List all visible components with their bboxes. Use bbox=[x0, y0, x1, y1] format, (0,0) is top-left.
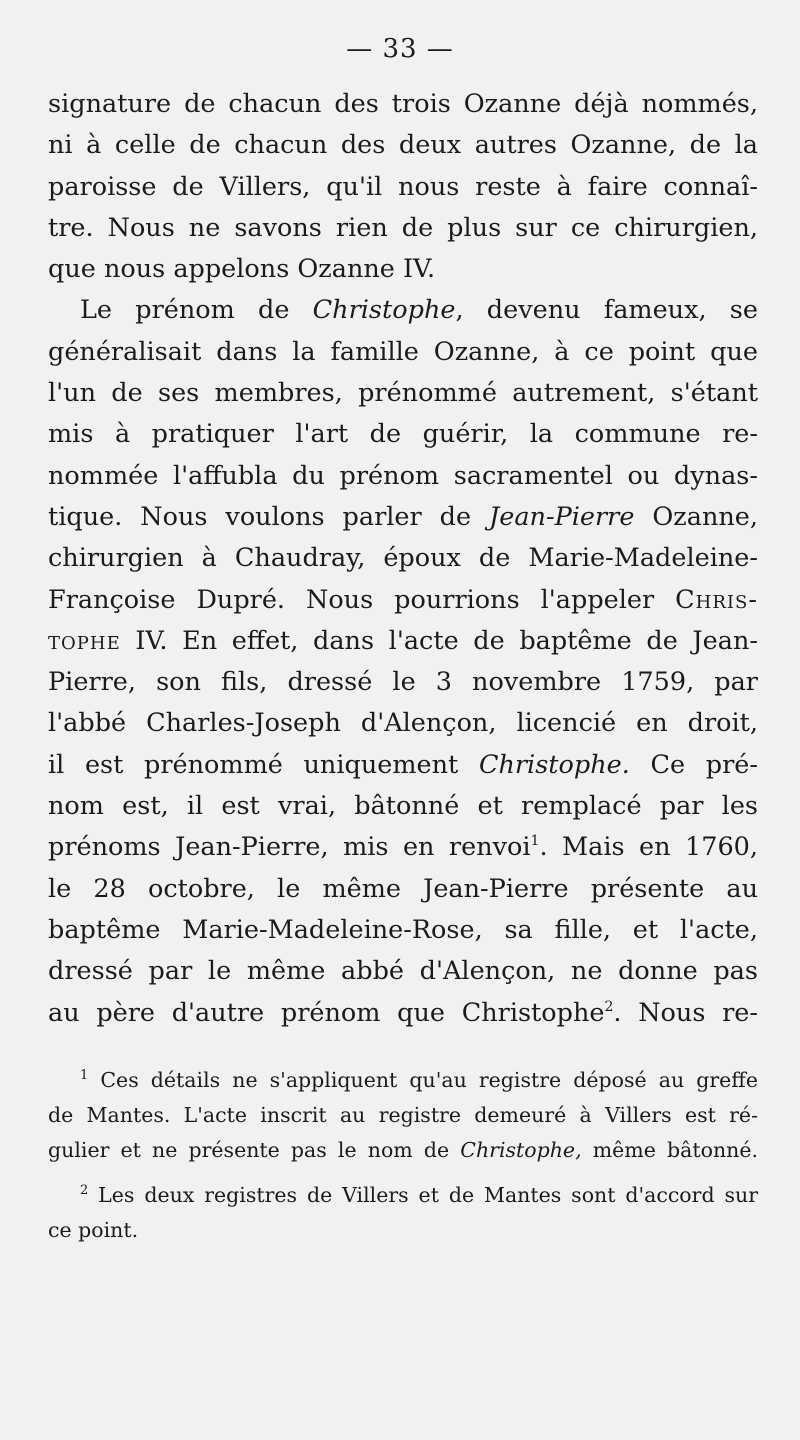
text-run: . Nous re- bbox=[613, 997, 758, 1028]
text-run: Les deux registres de Villers et de Mantes sont d'accord sur bbox=[88, 1183, 758, 1207]
text-run: Ces détails ne s'appliquent qu'au registre déposé au greffe bbox=[88, 1068, 758, 1092]
text-run: tique. Nous voulons parler de bbox=[48, 501, 490, 532]
footnote-ref: 2 bbox=[604, 998, 614, 1015]
text-line: nom est, il est vrai, bâtonné et remplacé par les bbox=[48, 791, 758, 822]
footnote-line: de Mantes. L'acte inscrit au registre demeuré à Villers est ré- bbox=[48, 1103, 758, 1127]
text-run: Le prénom de bbox=[80, 295, 313, 326]
footnote-line bbox=[48, 1133, 758, 1168]
small-caps-name: tophe bbox=[48, 625, 121, 656]
text-run: prénoms Jean-Pierre, mis en renvoi bbox=[48, 832, 531, 863]
footnote-spacer bbox=[48, 1168, 758, 1178]
text-line: l'abbé Charles-Joseph d'Alençon, licencié en droit, bbox=[48, 708, 758, 739]
text-line: l'un de ses membres, prénommé autrement, s'étant bbox=[48, 378, 758, 409]
text-line bbox=[48, 290, 758, 331]
text-run: , devenu fameux, se bbox=[455, 295, 758, 326]
main-text bbox=[48, 84, 758, 1034]
italic-name: Christophe bbox=[312, 295, 456, 326]
text-line: tre. Nous ne savons rien de plus sur ce chirurgien, bbox=[48, 212, 758, 243]
text-line: nommée l'affubla du prénom sacramentel ou dynas- bbox=[48, 460, 758, 491]
footnote-line: ce point. bbox=[48, 1218, 139, 1242]
text-line: Pierre, son fils, dressé le 3 novembre 1759, par bbox=[48, 667, 758, 698]
footnotes bbox=[48, 1063, 758, 1248]
footnote-ref: 1 bbox=[530, 833, 540, 850]
text-line: baptême Marie-Madeleine-Rose, sa fille, et l'acte, bbox=[48, 914, 758, 945]
text-line: dressé par le même abbé d'Alençon, ne donne pas bbox=[48, 956, 758, 987]
text-run: gulier et ne présente pas le nom de bbox=[48, 1138, 461, 1162]
text-line: le 28 octobre, le même Jean-Pierre présente au bbox=[48, 873, 758, 904]
text-line: généralisait dans la famille Ozanne, à ce point que bbox=[48, 336, 758, 367]
text-run: IV. En effet, dans l'acte de baptême de Jean- bbox=[120, 625, 758, 656]
italic-name: Christophe, bbox=[460, 1138, 582, 1162]
text-line bbox=[48, 580, 758, 621]
page-number: — 33 — bbox=[346, 34, 454, 64]
text-line bbox=[48, 621, 758, 662]
footnote-line bbox=[48, 1063, 758, 1098]
footnote-line bbox=[48, 1178, 758, 1213]
text-line: signature de chacun des trois Ozanne déjà nommés, bbox=[48, 89, 758, 119]
text-line: chirurgien à Chaudray, époux de Marie-Madeleine- bbox=[48, 543, 758, 574]
text-line: ni à celle de chacun des deux autres Ozanne, de la bbox=[48, 130, 758, 161]
footnote-mark: 1 bbox=[80, 1068, 89, 1083]
text-run: au père d'autre prénom que Christophe bbox=[48, 997, 605, 1028]
text-line bbox=[48, 827, 758, 868]
text-line: mis à pratiquer l'art de guérir, la commune re- bbox=[48, 419, 758, 450]
footnote-mark: 2 bbox=[80, 1183, 89, 1198]
text-run: il est prénommé uniquement bbox=[48, 749, 479, 780]
text-run: même bâtonné. bbox=[581, 1138, 758, 1162]
italic-name: Jean-Pierre bbox=[489, 501, 635, 532]
text-run: Ozanne, bbox=[634, 501, 758, 532]
text-run: Françoise Dupré. Nous pourrions l'appeler bbox=[48, 584, 676, 615]
text-line bbox=[48, 993, 758, 1034]
text-line bbox=[48, 745, 758, 786]
small-caps-name: Chris- bbox=[675, 584, 758, 615]
text-line: paroisse de Villers, qu'il nous reste à faire connaî- bbox=[48, 171, 758, 202]
text-run: . Mais en 1760, bbox=[539, 832, 758, 863]
text-line bbox=[48, 497, 758, 538]
text-line: que nous appelons Ozanne IV. bbox=[48, 254, 436, 285]
italic-name: Christophe. bbox=[478, 749, 630, 780]
text-run: Ce pré- bbox=[629, 749, 758, 780]
